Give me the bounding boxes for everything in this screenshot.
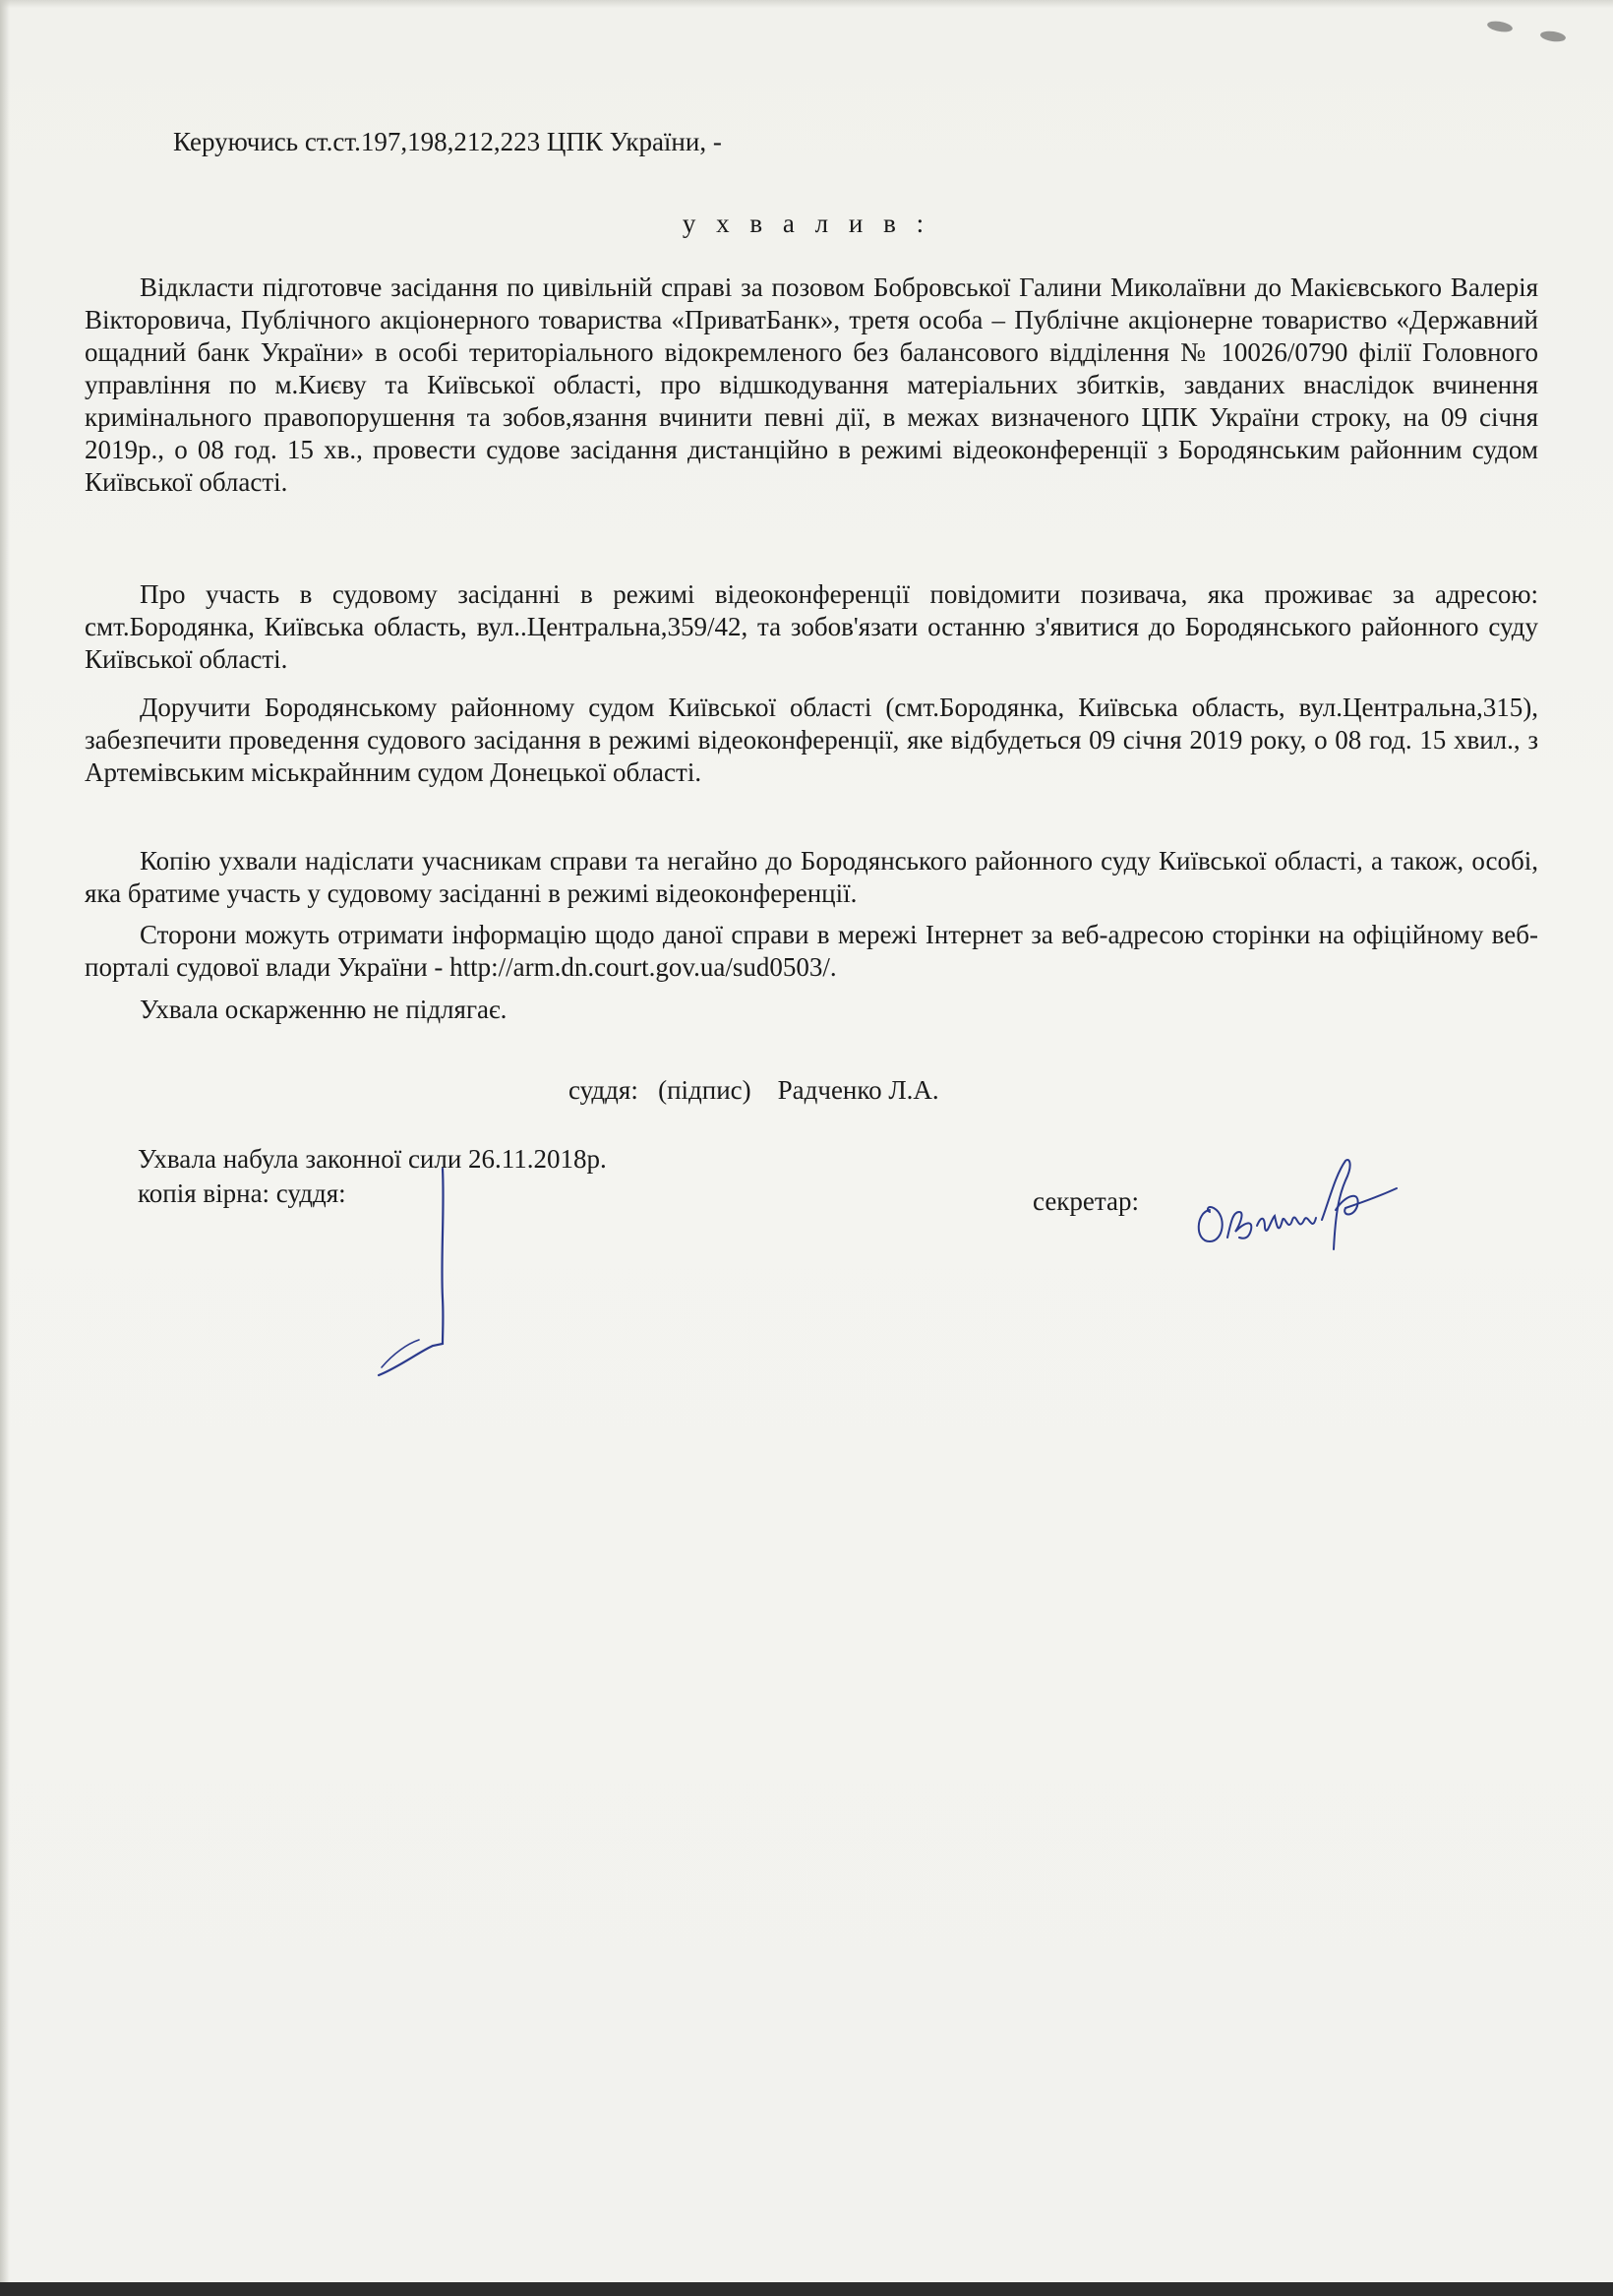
- secretary-signature: [1188, 1151, 1414, 1259]
- paragraph-notify-plaintiff: Про участь в судовому засіданні в режимі відеоконференції повідомити позивача, яка проживає за адресою: смт.Бородянка, Київська область, вул..Центральна,359/42, та зобов'язати останню з'явитися до Бородянського районного суду Київської області.: [85, 579, 1538, 674]
- intro-line: Керуючись ст.ст.197,198,212,223 ЦПК України, -: [173, 127, 722, 156]
- paragraph-not-appealable: Ухвала оскарженню не підлягає.: [140, 995, 508, 1024]
- paragraph-online-info: Сторони можуть отримати інформацію щодо даної справи в мережі Інтернет за веб-адресою сторінки на офіційному веб-порталі судової влади України - http://arm.dn.court.gov.ua/sud0503/.: [85, 920, 1538, 982]
- scan-edge-bottom: [0, 2282, 1613, 2296]
- judge-pen-mark: [364, 1151, 482, 1377]
- paragraph-send-copy: Копію ухвали надіслати учасникам справи та негайно до Бородянського районного суду Київської області, а також, особі, яка братиме участь у судовому засіданні в режимі відеоконференції.: [85, 846, 1538, 908]
- paragraph-assign-court: Доручити Бородянському районному судом Київської області (смт.Бородянка, Київська область, вул.Центральна,315), забезпечити проведення судового засідання в режимі відеоконференції, яке відбудеться 09 січня 2019 року, о 08 год. 15 хвил., з Артемівським міськрайнним судом Донецької області.: [85, 693, 1538, 787]
- scan-mark-top-right-1: [1486, 20, 1513, 33]
- scan-edge-left: [0, 0, 10, 2296]
- judge-signature-line: суддя: (підпис) Радченко Л.А.: [568, 1075, 939, 1105]
- scan-edge-top: [0, 0, 1613, 8]
- ruling-heading: у х в а л и в :: [682, 209, 931, 238]
- effective-note: Ухвала набула законної сили 26.11.2018р.: [138, 1144, 607, 1174]
- copy-note: копія вірна: суддя:: [138, 1178, 346, 1208]
- paragraph-postpone: Відкласти підготовче засідання по цивільній справі за позовом Бобровської Галини Миколаївни до Макієвського Валерія Вікторовича, Публічного акціонерного товариства «ПриватБанк», третя особа – Публічне акціонерне товариство «Державний ощадний банк України» в особі територіального відокремленого без балансового відділення № 10026/0790 філії Головного управління по м.Києву та Київської області, про відшкодування матеріальних збитків, завданих внаслідок вчинення кримінального правопорушення та зобов,язання вчинити певні дії, в межах визначеного ЦПК України строку, на 09 січня 2019р., о 08 год. 15 хв., провести судове засідання дистанційно в режимі відеоконференції з Бородянським районним судом Київської області.: [85, 272, 1538, 497]
- secretary-label: секретар:: [1033, 1186, 1140, 1216]
- scan-mark-top-right-2: [1539, 30, 1566, 43]
